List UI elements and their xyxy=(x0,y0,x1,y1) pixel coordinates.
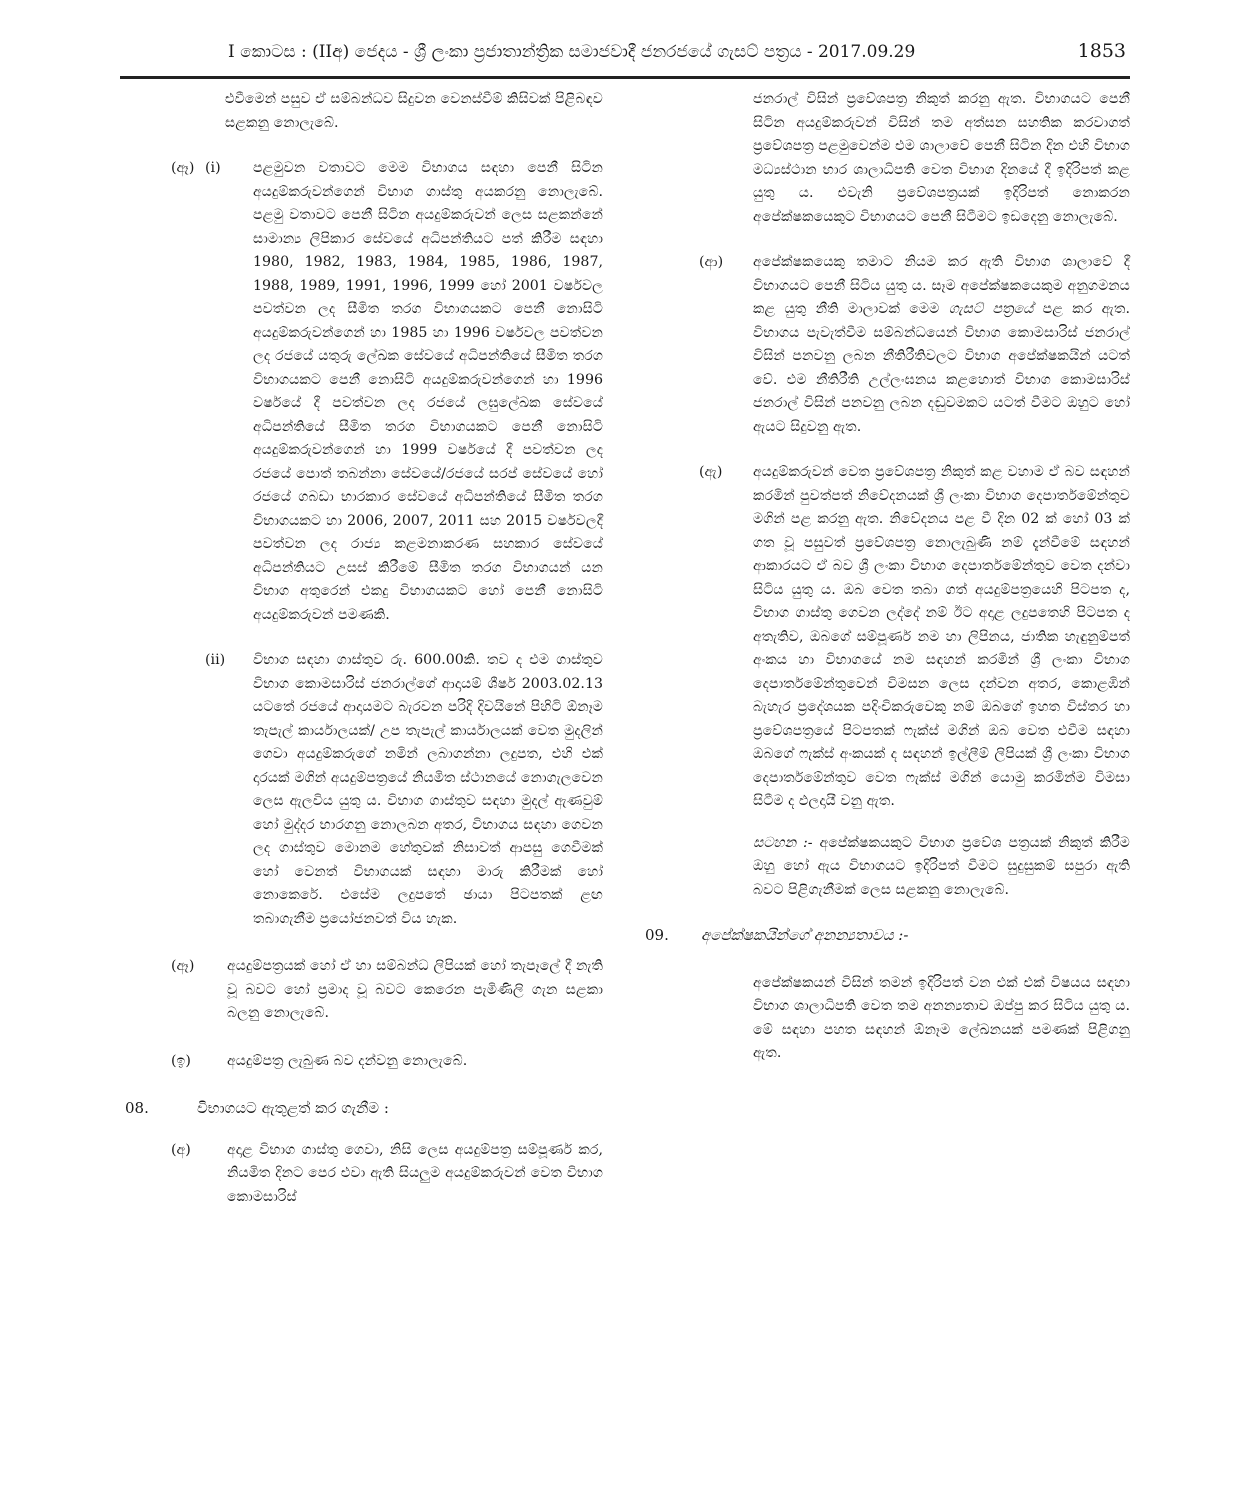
item-aa xyxy=(645,251,1130,439)
item-ee xyxy=(125,955,603,1026)
item-ae-sub-ii xyxy=(125,649,603,931)
right-intro-paragraph: ජනරාල් විසින් ප්‍රවේශපත්‍ර නිකුත් කරනු ඇත. විභාගයට පෙනී සිටින අයදුම්කරුවන් විසින් තම අත්සන සහතික කරවාගත් ප්‍රවේශපත්‍ර පළමුවෙන්ම එම ශාලාවේ පෙනී සිටින දින එහි විභාග මධ්‍යස්ථාන භාර ශාලාධිපති වෙත විභාග දිනයේ දී ඉදිරිපත් කළ යුතු ය. එවැනි ප්‍රවේශපත්‍රයක් ඉදිරිපත් නොකරන අපේක්ෂකයෙකුට විභාගයට පෙනී සිටීමට ඉඩදෙනු නොලැබේ. xyxy=(753,91,1130,225)
item-aa-label: (ආ) xyxy=(699,254,724,270)
note-label: සටහන :- xyxy=(753,834,813,851)
page-header xyxy=(120,0,1130,79)
sub-i-label: (i) xyxy=(205,160,221,176)
section-09-heading xyxy=(645,924,1130,948)
section-08-heading xyxy=(125,1097,603,1121)
item-ae-right xyxy=(645,461,1130,814)
item-u-text: අයදුම්පත්‍ර ලැබුණ බව දන්වනු නොලැබේ. xyxy=(227,1052,468,1069)
item-aa-text-italic: ගැසට් පත්‍රයේ xyxy=(948,301,1034,317)
item-u xyxy=(125,1050,603,1074)
item-aa-text xyxy=(753,251,1130,439)
section-09-paragraph: අපේක්ෂකයන් විසින් තමන් ඉදිරිපත් වන එක් එක් විෂයය සඳහා විභාග ශාලාධිපති වෙත තම අනන්‍යතාව ඔප්පු කර සිටිය යුතු ය. මේ සඳහා පහත සඳහන් ඕනෑම ලේඛනයක් පමණක් පිළිගනු ඇත. xyxy=(753,974,1130,1061)
section-08-title: විභාගයට ඇතුළත් කර ගැනීම : xyxy=(197,1099,389,1117)
note-text: අපේක්ෂකයකුට විභාග ප්‍රවේශ පත්‍රයක් නිකුත් කිරීම ඔහු හෝ ඇය විභාගයට ඉදිරිපත් වීමට සුදුසුකම් සපුරා ඇති බවට පිළිගැනීමක් ලෙස සළකනු නොලැබේ. xyxy=(753,834,1131,898)
left-column xyxy=(125,88,603,1209)
item-ae-right-text: අයදුම්කරුවන් වෙත ප්‍රවේශපත්‍ර නිකුත් කළ වහාම ඒ බව සඳහන් කරමින් පුවත්පත් නිවේදනයක් ශ්‍රී ලංකා විභාග දෙපාර්තමේන්තුව මගින් පළ කරනු ඇත. නිවේදනය පළ වී දින 02 ක් හෝ 03 ක් ගත වූ පසුවත් ප්‍රවේශපත්‍ර නොලැබුණි නම් දැන්වීමේ සඳහන් ආකාරයට ඒ බව ශ්‍රී ලංකා විභාග දෙපාර්තමේන්තුව වෙත දන්වා සිටිය යුතු ය. ඔබ වෙත තබා ගත් අයදුම්පත්‍රයෙහි පිටපත ද, විභාග ගාස්තු ගෙවන ලද්දේ නම් ඊට අදාළ ලදුපතෙහි පිටපත ද අතැතිව, ඔබගේ සම්පූර්ණ නම හා ලිපිනය, ජාතික හැඳුනුම්පත් අංකය හා විභාගයේ නම සඳහන් කරමින් ශ්‍රී ලංකා විභාග දෙපාර්තමේන්තුවෙන් විමසන ලෙස දන්වන අතර, කොළඹින් බැහැර ප්‍රදේශයක පදිංචිකරුවෙකු නම් ඔබගේ ඉහත විස්තර හා ප්‍රවේශපත්‍රයේ පිටපතක් ෆැක්ස් මගින් ඔබ වෙත එවීම සඳහා ඔබගේ ෆැක්ස් අංකයක් ද සඳහන් ඉල්ලීම් ලිපියක් ශ්‍රී ලංකා විභාග දෙපාර්තමේන්තුව වෙත ෆැක්ස් මගින් යොමු කරමින්ම විමසා සිටීම ද ඵලදායී වනු ඇත. xyxy=(753,464,1130,809)
item-u-label: (ඉ) xyxy=(171,1052,191,1069)
right-column xyxy=(645,88,1130,1066)
item-aa-text-a: අපේක්ෂකයෙකු තමාට නියම කර ඇති විභාග ශාලාවේ දී විභාගයට පෙනී සිටිය යුතු ය. සෑම අපේක්ෂකයෙකුම අනුගමනය කළ යුතු නීති මාලාවක් මෙම xyxy=(753,254,1130,317)
section-09-title: අපේක්ෂකයින්ගේ අනන්‍යතාවය :- xyxy=(701,926,909,944)
item-ae-right-label: (ඇ) xyxy=(699,464,723,480)
sub-ii-label: (ii) xyxy=(205,652,226,668)
item-ee-label: (ඈ) xyxy=(171,958,195,974)
item-a-text: අදාළ විභාග ගාස්තු ගෙවා, නිසි ලෙස අයදුම්පත්‍ර සම්පූර්ණ කර, නියමිත දිනට පෙර එවා ඇති සියලුම අයදුම්කරුවන් වෙත විභාග කොමසාරිස් xyxy=(227,1141,603,1205)
item-ae-sub-i xyxy=(125,157,603,627)
item-ae-label: (ඈ) xyxy=(171,160,195,176)
gazette-title: I කොටස : (IIඅ) ජෙදය - ශ්‍රී ලංකා ප්‍රජාතාන්ත්‍රික සමාජවාදී ජනරජයේ ගැසට් පත්‍රය - 2017.09.29 xyxy=(228,42,916,62)
item-a-label: (අ) xyxy=(171,1141,191,1158)
item-ee-text: අයදුම්පත්‍රයක් හෝ ඒ හා සම්බන්ධ ලිපියක් හෝ තැපෑලේ දී නැති වූ බවට හෝ ප්‍රමාද වූ බවට කෙරෙන පැමිණිලි ගැන සළකා බලනු නොලැබේ. xyxy=(227,958,603,1021)
left-intro-paragraph: එවීමෙන් පසුව ඒ සම්බන්ධව සිදුවන වෙනස්වීම් කිසිවක් පිළිබඳව සළකනු නොලැබේ. xyxy=(225,91,603,131)
note-paragraph xyxy=(645,832,1130,903)
section-09-number: 09. xyxy=(645,926,669,944)
page-number: 1853 xyxy=(1077,40,1126,62)
item-aa-text-b: පළ කර ඇත. විභාගය පැවැත්වීම සම්බන්ධයෙන් විභාග කොමසාරිස් ජනරාල් විසින් පනවනු ලබන නීතිරීතිවලට විභාග අපේක්ෂකයින් යටත් වේ. එම නීතිරීති උල්ලංඝනය කළහොත් විභාග කොමසාරිස් ජනරාල් විසින් පනවනු ලබන දඬුවමකට යටත් වීමට ඔහුට හෝ ඇයට සිදුවනු ඇත. xyxy=(753,301,1130,435)
sub-ii-text: විභාග සඳහා ගාස්තුව රු. 600.00කි. තව ද එම ගාස්තුව විභාග කොමසාරිස් ජනරාල්ගේ ආදායම් ශීර්ෂ 2003.02.13 යටතේ රජයේ ආදායමට බැරවන පරිදි දිවයිනේ පිහිටි ඕනෑම තැපැල් කාර්යාලයක්/ උප තැපැල් කාර්යාලයක් වෙත මුදලින් ගෙවා අයදුම්කරුගේ නමින් ලබාගන්නා ලදුපත, එහි එක් දාරයක් මගින් අයදුම්පත්‍රයේ නියමිත ස්ථානයේ නොගැලවෙන ලෙස ඇලවිය යුතු ය. විභාග ගාස්තුව සඳහා මුදල් ඇණවුම් හෝ මුද්දර භාරගනු නොලබන අතර, විභාගය සඳහා ගෙවන ලද ගාස්තුව මොනම හේතුවක් නිසාවත් ආපසු ගෙවීමක් හෝ වෙනත් විභාගයක් සඳහා මාරු කිරීමක් හෝ නොකෙරේ. එසේම ලදුපතේ ඡායා පිටපතක් ළඟ තබාගැනීම ප්‍රයෝජනවත් විය හැක. xyxy=(253,652,603,927)
section-08-number: 08. xyxy=(125,1099,149,1117)
sub-i-text: පළමුවන වතාවට මෙම විභාගය සඳහා පෙනී සිටින අයදුම්කරුවන්ගෙන් විභාග ගාස්තු අයකරනු නොලැබේ. පළමු වතාවට පෙනී සිටින අයදුම්කරුවන් ලෙස සළකන්නේ සාමාන්‍ය ලිපිකාර සේවයේ අධිපන්තියට පත් කිරීම සඳහා 1980, 1982, 1983, 1984, 1985, 1986, 1987, 1988, 1989, 1991, 1996, 1999 හෝ 2001 වර්ෂවල පවත්වන ලද සීමිත තරග විභාගයකට පෙනී නොසිටි අයදුම්කරුවන්ගෙන් හා 1985 හා 1996 වර්ෂවල පවත්වන ලද රජයේ යතුරු ලේඛක සේවයේ අධිපන්තියේ සීමිත තරග විභාගයකට පෙනී නොසිටි අයදුම්කරුවන්ගෙන් හා 1996 වර්ෂයේ දී පවත්වන ලද රජයේ ලඝුලේඛක සේවයේ අධිපන්තියේ සීමිත තරග විභාගයකට පෙනී නොසිටි අයදුම්කරුවන්ගෙන් හා 1999 වර්ෂයේ දී පවත්වන ලද රජයේ පොත් තබන්නා සේවයේ/රජයේ සරප් සේවයේ හෝ රජයේ ගබඩා භාරකාර සේවයේ අධිපන්තියේ සීමිත තරග විභාගයකට හා 2006, 2007, 2011 සහ 2015 වර්ෂවලදී පවත්වන ලද රාජ්‍ය කළමනාකරණ සහකාර සේවයේ අධිපන්තියට උසස් කිරීමේ සීමිත තරග විභාගයන් යන විභාග අතුරෙන් එකදු විභාගයකට හෝ පෙනී නොසිටි අයදුම්කරුවන් පමණකි. xyxy=(253,160,603,623)
item-a xyxy=(125,1139,603,1210)
